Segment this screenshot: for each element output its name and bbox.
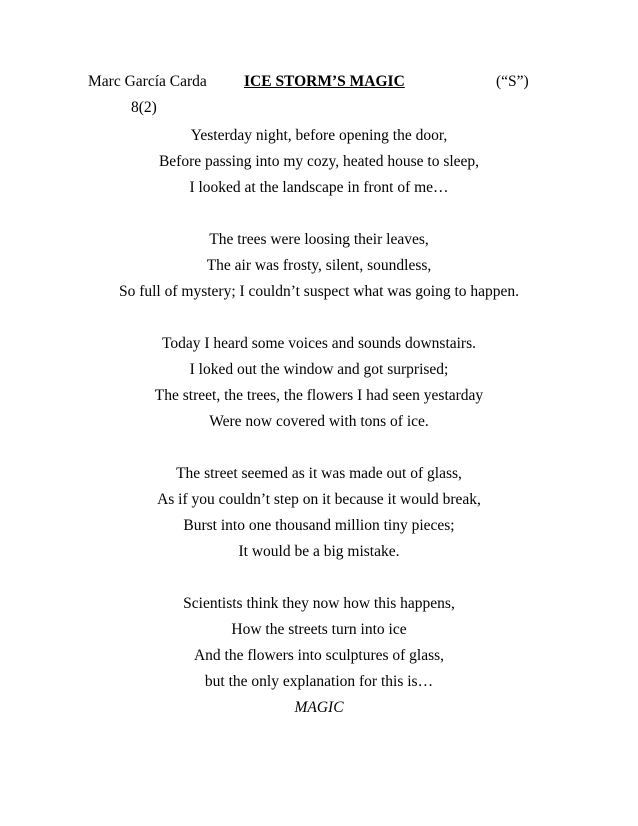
poem-line: Before passing into my cozy, heated house to sleep, <box>158 153 480 170</box>
document-header <box>0 73 638 93</box>
poem-line: but the only explanation for this is… <box>204 673 434 690</box>
poem-line: Today I heard some voices and sounds downstairs. <box>161 335 477 352</box>
poem-line: So full of mystery; I couldn’t suspect what was going to happen. <box>118 283 520 300</box>
stanza-4 <box>0 461 638 565</box>
poem-line: The street seemed as it was made out of glass, <box>176 465 462 482</box>
poem-line: The air was frosty, silent, soundless, <box>206 257 432 274</box>
poem-line: Scientists think they now how this happens, <box>183 595 455 612</box>
poem-title: ICE STORM’S MAGIC <box>244 73 405 90</box>
stanza-1 <box>0 123 638 201</box>
poem-line: Were now covered with tons of ice. <box>209 413 429 430</box>
poem-line: I loked out the window and got surprised; <box>189 361 449 378</box>
poem-line: Yesterday night, before opening the door, <box>190 127 448 144</box>
stanza-3 <box>0 331 638 435</box>
poem-line: As if you couldn’t step on it because it would break, <box>157 491 481 508</box>
grade-mark: (“S”) <box>496 73 529 90</box>
poem-line: It would be a big mistake. <box>238 543 400 560</box>
poem-line: I looked at the landscape in front of me… <box>189 179 449 196</box>
poem-line: How the streets turn into ice <box>231 621 407 638</box>
poem-closing-word: MAGIC <box>294 699 344 716</box>
stanza-5 <box>0 591 638 721</box>
poem-line: Burst into one thousand million tiny pieces; <box>183 517 455 534</box>
author-name: Marc García Carda <box>88 73 207 90</box>
stanza-2 <box>0 227 638 305</box>
poem-line: The trees were loosing their leaves, <box>209 231 429 248</box>
poem-body <box>0 123 638 747</box>
poem-line: And the flowers into sculptures of glass, <box>193 647 445 664</box>
class-label: 8(2) <box>131 99 157 116</box>
poem-line: The street, the trees, the flowers I had seen yestarday <box>154 387 484 404</box>
